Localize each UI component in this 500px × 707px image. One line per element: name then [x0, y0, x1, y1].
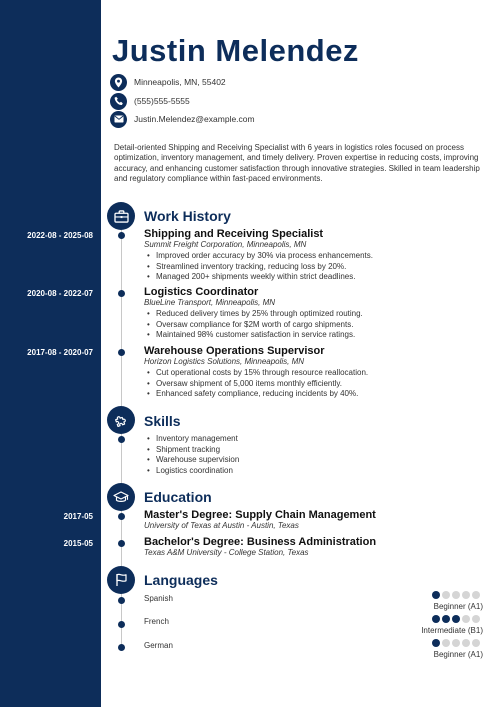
language-rating: [432, 591, 480, 599]
phone-icon: [110, 93, 127, 110]
job-company: Horizon Logistics Solutions, Minneapolis, MN: [144, 357, 305, 366]
language-level: Intermediate (B1): [421, 626, 483, 635]
language-name: German: [144, 641, 173, 650]
rating-dot-empty: [442, 591, 450, 599]
job-title: Shipping and Receiving Specialist: [144, 228, 324, 240]
rating-dot-empty: [472, 639, 480, 647]
job-bullets: [144, 309, 363, 341]
section-title-languages: Languages: [144, 572, 218, 588]
location-pin-icon: [110, 74, 127, 91]
job-bullets: [144, 251, 373, 283]
timeline-dot: [118, 644, 125, 651]
contact-email[interactable]: [110, 110, 255, 128]
rating-dot-filled: [432, 615, 440, 623]
job-dates: 2020-08 - 2022-07: [27, 289, 93, 298]
rating-dot-empty: [462, 615, 470, 623]
timeline-dot: [118, 349, 125, 356]
skills-list: [144, 434, 239, 476]
timeline-dot: [118, 232, 125, 239]
timeline-dot: [118, 436, 125, 443]
language-rating: [432, 639, 480, 647]
job-dates: 2017-08 - 2020-07: [27, 348, 93, 357]
job-bullet: • Oversaw shipment of 5,000 items monthly efficiently.: [144, 379, 368, 390]
timeline-dot: [118, 597, 125, 604]
school-name: Texas A&M University - College Station, Texas: [144, 548, 309, 557]
skill-item: • Shipment tracking: [144, 445, 239, 456]
language-level: Beginner (A1): [433, 650, 483, 659]
education-date: 2017-05: [63, 512, 93, 521]
job-bullet: • Improved order accuracy by 30% via process enhancements.: [144, 251, 373, 262]
job-bullet: • Reduced delivery times by 25% through optimized routing.: [144, 309, 363, 320]
skill-item: • Logistics coordination: [144, 466, 239, 477]
rating-dot-filled: [442, 615, 450, 623]
job-bullet: • Managed 200+ shipments weekly within strict deadlines.: [144, 272, 373, 283]
rating-dot-empty: [452, 639, 460, 647]
rating-dot-empty: [472, 615, 480, 623]
skill-item: • Warehouse supervision: [144, 455, 239, 466]
rating-dot-empty: [472, 591, 480, 599]
job-company: BlueLine Transport, Minneapolis, MN: [144, 298, 276, 307]
section-title-education: Education: [144, 489, 212, 505]
job-bullet: • Enhanced safety compliance, reducing incidents by 40%.: [144, 389, 368, 400]
education-date: 2015-05: [63, 539, 93, 548]
timeline-dot: [118, 513, 125, 520]
rating-dot-empty: [462, 639, 470, 647]
rating-dot-filled: [432, 591, 440, 599]
timeline-dot: [118, 540, 125, 547]
briefcase-icon: [107, 202, 135, 230]
rating-dot-empty: [442, 639, 450, 647]
contact-phone-text: (555)555-5555: [134, 96, 190, 106]
language-name: Spanish: [144, 594, 173, 603]
timeline-dot: [118, 621, 125, 628]
job-company: Summit Freight Corporation, Minneapolis, MN: [144, 240, 307, 249]
contact-phone: [110, 92, 190, 110]
contact-location: [110, 73, 226, 91]
language-rating: [432, 615, 480, 623]
degree-title: Bachelor's Degree: Business Administration: [144, 536, 377, 548]
rating-dot-filled: [452, 615, 460, 623]
rating-dot-empty: [452, 591, 460, 599]
language-name: French: [144, 617, 169, 626]
timeline-dot: [118, 290, 125, 297]
job-bullets: [144, 368, 368, 400]
job-bullet: • Cut operational costs by 15% through resource reallocation.: [144, 368, 368, 379]
job-dates: 2022-08 - 2025-08: [27, 231, 93, 240]
puzzle-icon: [107, 406, 135, 434]
rating-dot-empty: [462, 591, 470, 599]
contact-email-link[interactable]: Justin.Melendez@example.com: [134, 114, 255, 124]
rating-dot-filled: [432, 639, 440, 647]
job-bullet: • Maintained 98% customer satisfaction in service ratings.: [144, 330, 363, 341]
candidate-name: Justin Melendez: [112, 33, 359, 68]
contact-location-text: Minneapolis, MN, 55402: [134, 77, 226, 87]
section-title-skills: Skills: [144, 413, 181, 429]
skill-item: • Inventory management: [144, 434, 239, 445]
school-name: University of Texas at Austin - Austin, Texas: [144, 521, 299, 530]
job-bullet: • Oversaw compliance for $2M worth of cargo shipments.: [144, 320, 363, 331]
degree-title: Master's Degree: Supply Chain Management: [144, 509, 376, 521]
section-title-work-history: Work History: [144, 208, 231, 224]
envelope-icon: [110, 111, 127, 128]
job-title: Logistics Coordinator: [144, 286, 259, 298]
language-level: Beginner (A1): [433, 602, 483, 611]
graduation-cap-icon: [107, 483, 135, 511]
professional-summary: Detail-oriented Shipping and Receiving Specialist with 6 years in logistics roles focused on process optimization, inventory management, and timely delivery. Proven expertise in reducing costs, improving accuracy, and enhancing customer satisfaction through innovative strategies. Skilled in team leadership and regulatory compliance within fast-paced environments.: [114, 143, 480, 183]
job-title: Warehouse Operations Supervisor: [144, 345, 325, 357]
flag-icon: [107, 566, 135, 594]
job-bullet: • Streamlined inventory tracking, reducing loss by 20%.: [144, 262, 373, 273]
